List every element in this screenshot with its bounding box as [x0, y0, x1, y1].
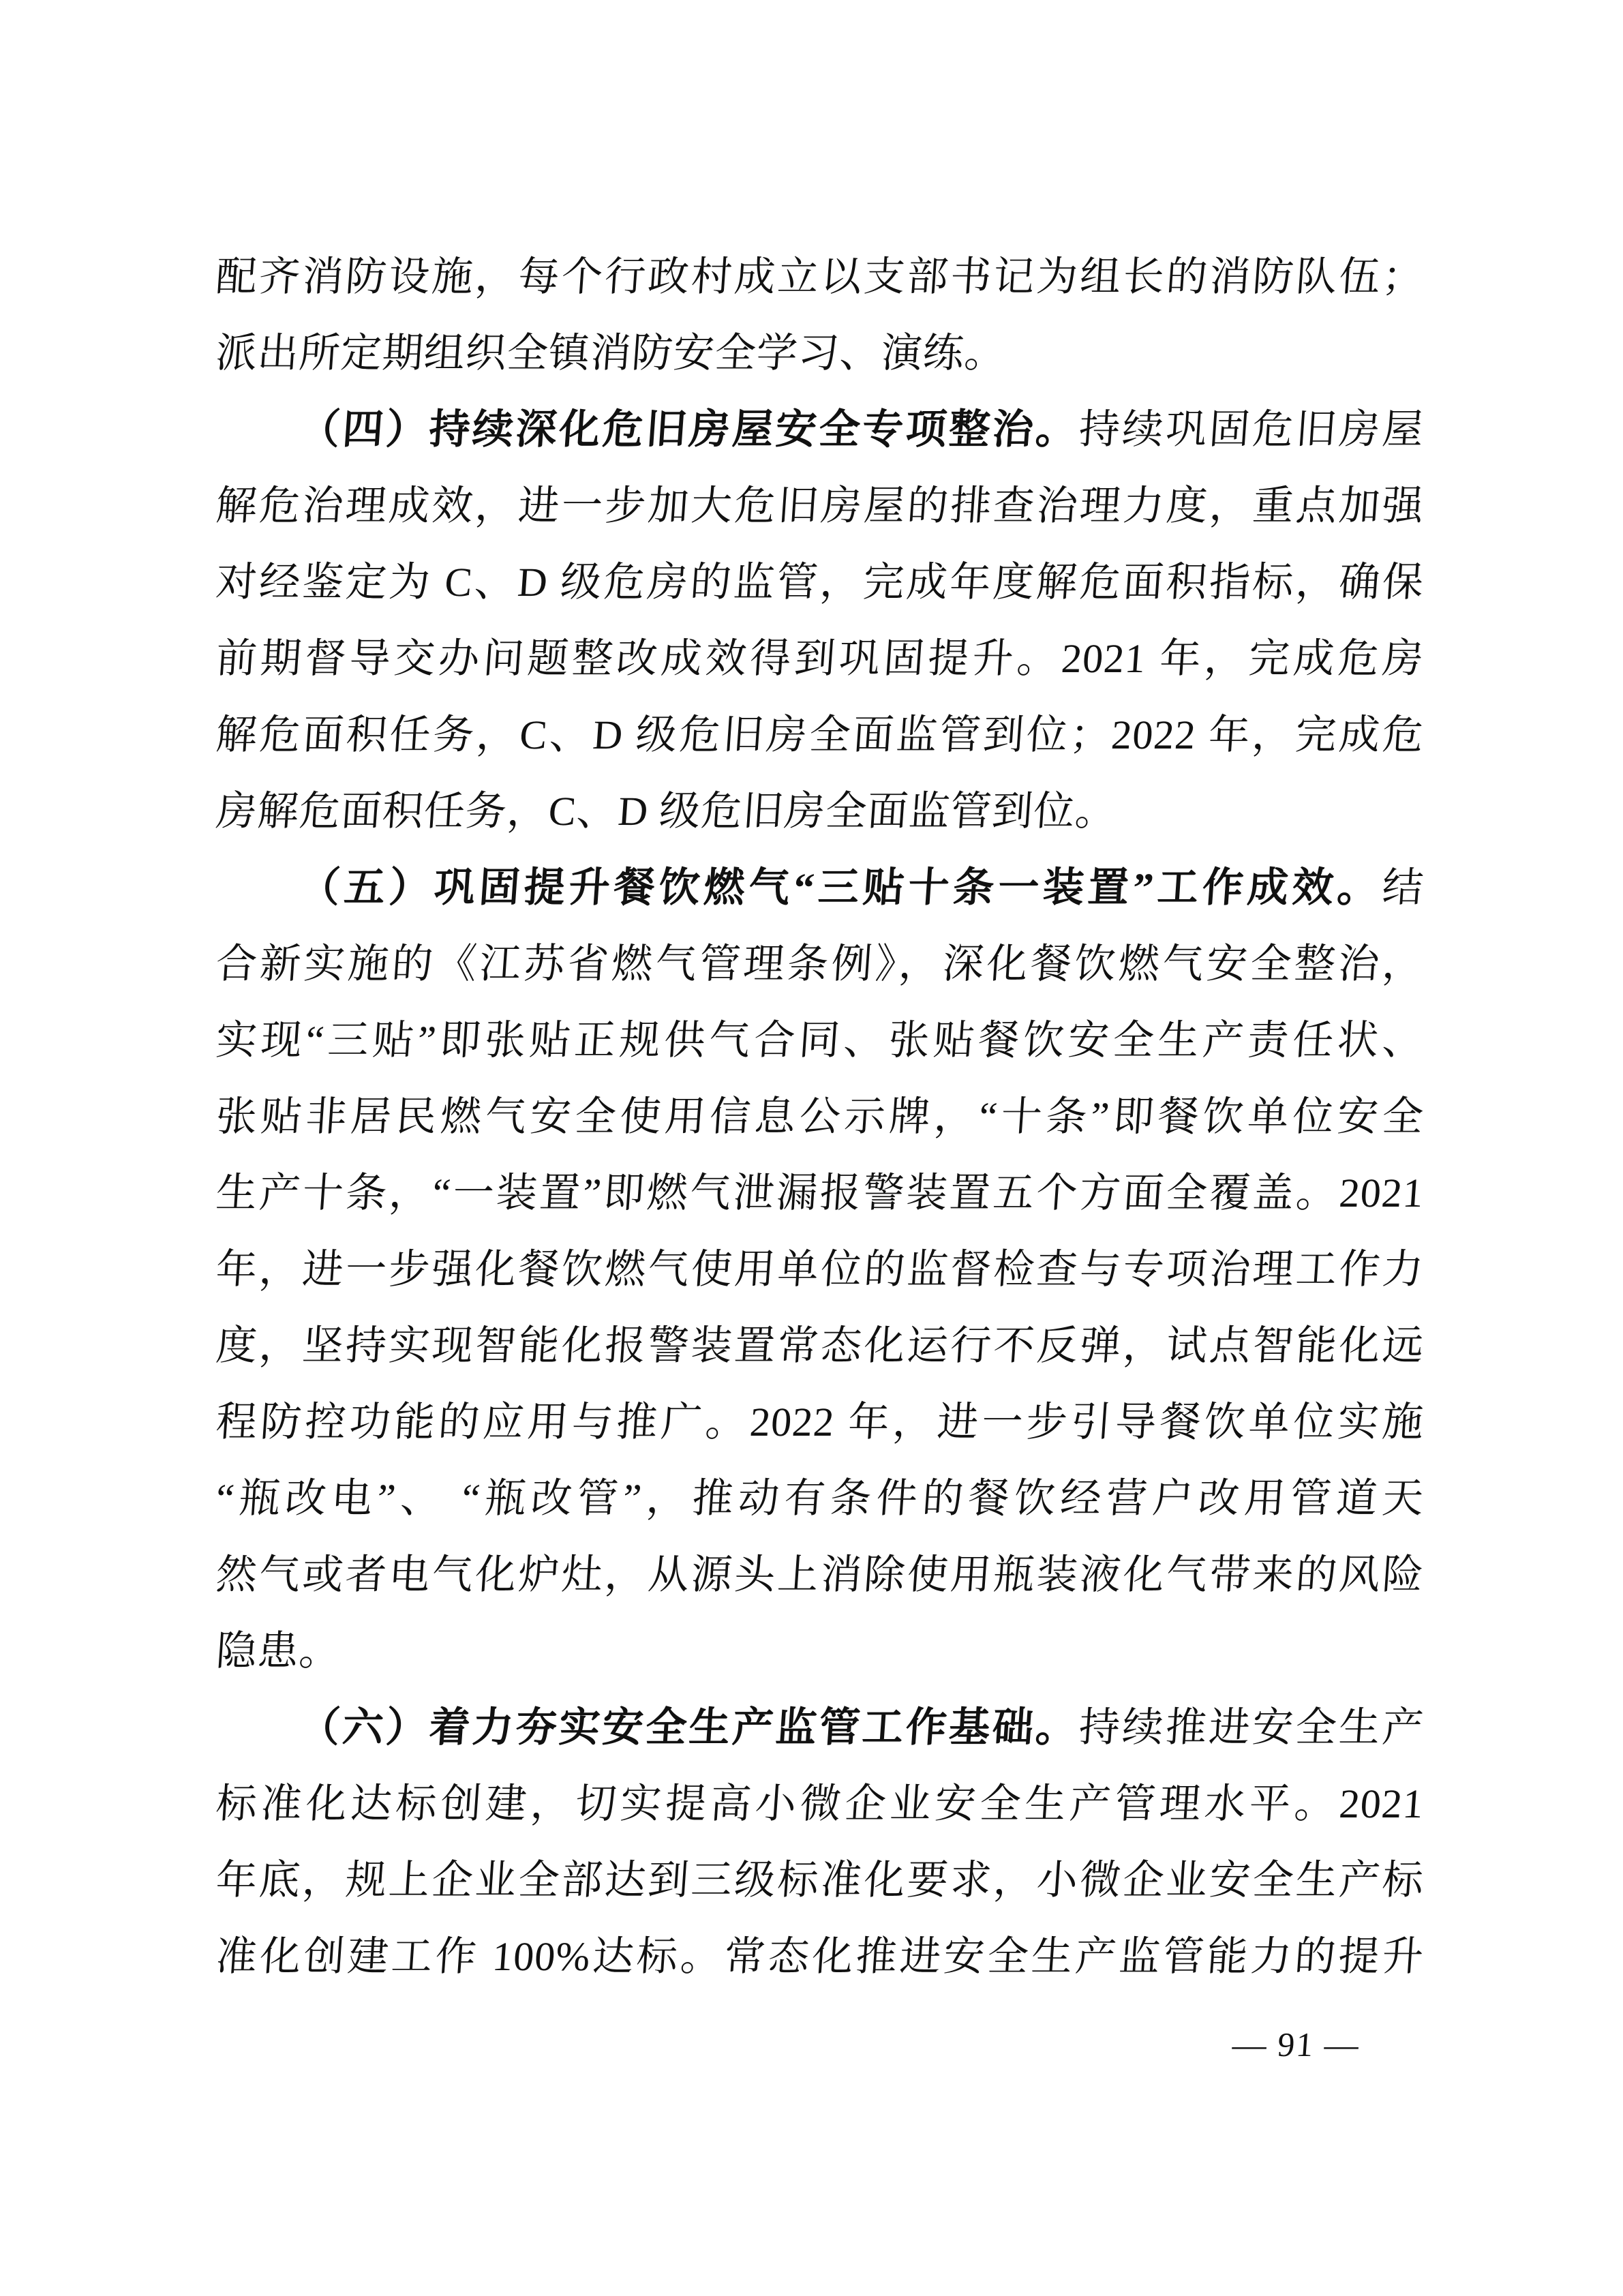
text-segment: 结 [1380, 865, 1426, 910]
text-line [213, 849, 1427, 926]
text-line [213, 1078, 1427, 1155]
heading-segment: （四）持续深化危旧房屋安全专项整治。 [297, 407, 1081, 452]
text-segment: 年底，规上企业全部达到三级标准化要求，小微企业安全生产标 [214, 1858, 1426, 1903]
text-segment: 解危面积任务，C、D 级危旧房全面监管到位；2022 年，完成危 [214, 712, 1426, 757]
text-block [213, 239, 1426, 1995]
text-line [213, 926, 1427, 1002]
text-line [213, 315, 1427, 391]
text-segment: 隐患。 [214, 1629, 343, 1674]
text-segment: 实现“三贴”即张贴正规供气合同、张贴餐饮安全生产责任状、 [214, 1018, 1426, 1063]
text-segment: 然气或者电气化炉灶，从源头上消除使用瓶装液化气带来的风险 [214, 1552, 1426, 1597]
text-line [213, 468, 1427, 544]
text-segment: 生产十条，“一装置”即燃气泄漏报警装置五个方面全覆盖。2021 [214, 1170, 1426, 1215]
page-number: — 91 — [1231, 2025, 1361, 2064]
text-line [213, 620, 1427, 697]
text-segment: 标准化达标创建，切实提高小微企业安全生产管理水平。2021 [214, 1781, 1426, 1826]
text-segment: 配齐消防设施，每个行政村成立以支部书记为组长的消防队伍； [214, 254, 1426, 299]
text-line [213, 1308, 1427, 1384]
text-segment: 准化创建工作 100%达标。常态化推进安全生产监管能力的提升 [214, 1934, 1426, 1979]
text-segment: 对经鉴定为 C、D 级危房的监管，完成年度解危面积指标，确保 [214, 560, 1426, 605]
text-line [213, 544, 1427, 620]
text-line [213, 1842, 1427, 1918]
text-line [213, 1689, 1427, 1766]
text-line [213, 1918, 1427, 1995]
text-line [213, 1384, 1427, 1460]
text-line [213, 1002, 1427, 1078]
text-segment: 程防控功能的应用与推广。2022 年，进一步引导餐饮单位实施 [214, 1400, 1426, 1445]
text-line [213, 1231, 1427, 1308]
text-segment: 合新实施的《江苏省燃气管理条例》，深化餐饮燃气安全整治， [214, 941, 1426, 986]
text-segment: 解危治理成效，进一步加大危旧房屋的排查治理力度，重点加强 [214, 483, 1426, 528]
text-segment: 持续巩固危旧房屋 [1077, 407, 1426, 452]
text-segment: “瓶改电”、 “瓶改管”，推动有条件的餐饮经营户改用管道天 [214, 1476, 1426, 1521]
text-line [213, 391, 1427, 468]
text-line [213, 1537, 1427, 1613]
text-segment: 年，进一步强化餐饮燃气使用单位的监督检查与专项治理工作力 [214, 1247, 1426, 1292]
text-segment: 派出所定期组织全镇消防安全学习、演练。 [214, 331, 1008, 376]
text-segment: 前期督导交办问题整改成效得到巩固提升。2021 年，完成危房 [214, 636, 1426, 681]
text-line [213, 1766, 1427, 1842]
text-line [213, 697, 1427, 773]
text-line [213, 773, 1427, 849]
text-line [213, 239, 1427, 315]
heading-segment: （六）着力夯实安全生产监管工作基础。 [297, 1705, 1081, 1750]
text-segment: 房解危面积任务，C、D 级危旧房全面监管到位。 [214, 789, 1119, 834]
text-segment: 持续推进安全生产 [1077, 1705, 1426, 1750]
text-segment: 度，坚持实现智能化报警装置常态化运行不反弹，试点智能化远 [214, 1323, 1426, 1368]
text-line [213, 1155, 1427, 1231]
text-line [213, 1613, 1427, 1689]
text-line [213, 1460, 1427, 1537]
text-segment: 张贴非居民燃气安全使用信息公示牌，“十条”即餐饮单位安全 [214, 1094, 1426, 1139]
heading-segment: （五）巩固提升餐饮燃气“三贴十条一装置”工作成效。 [297, 865, 1384, 910]
